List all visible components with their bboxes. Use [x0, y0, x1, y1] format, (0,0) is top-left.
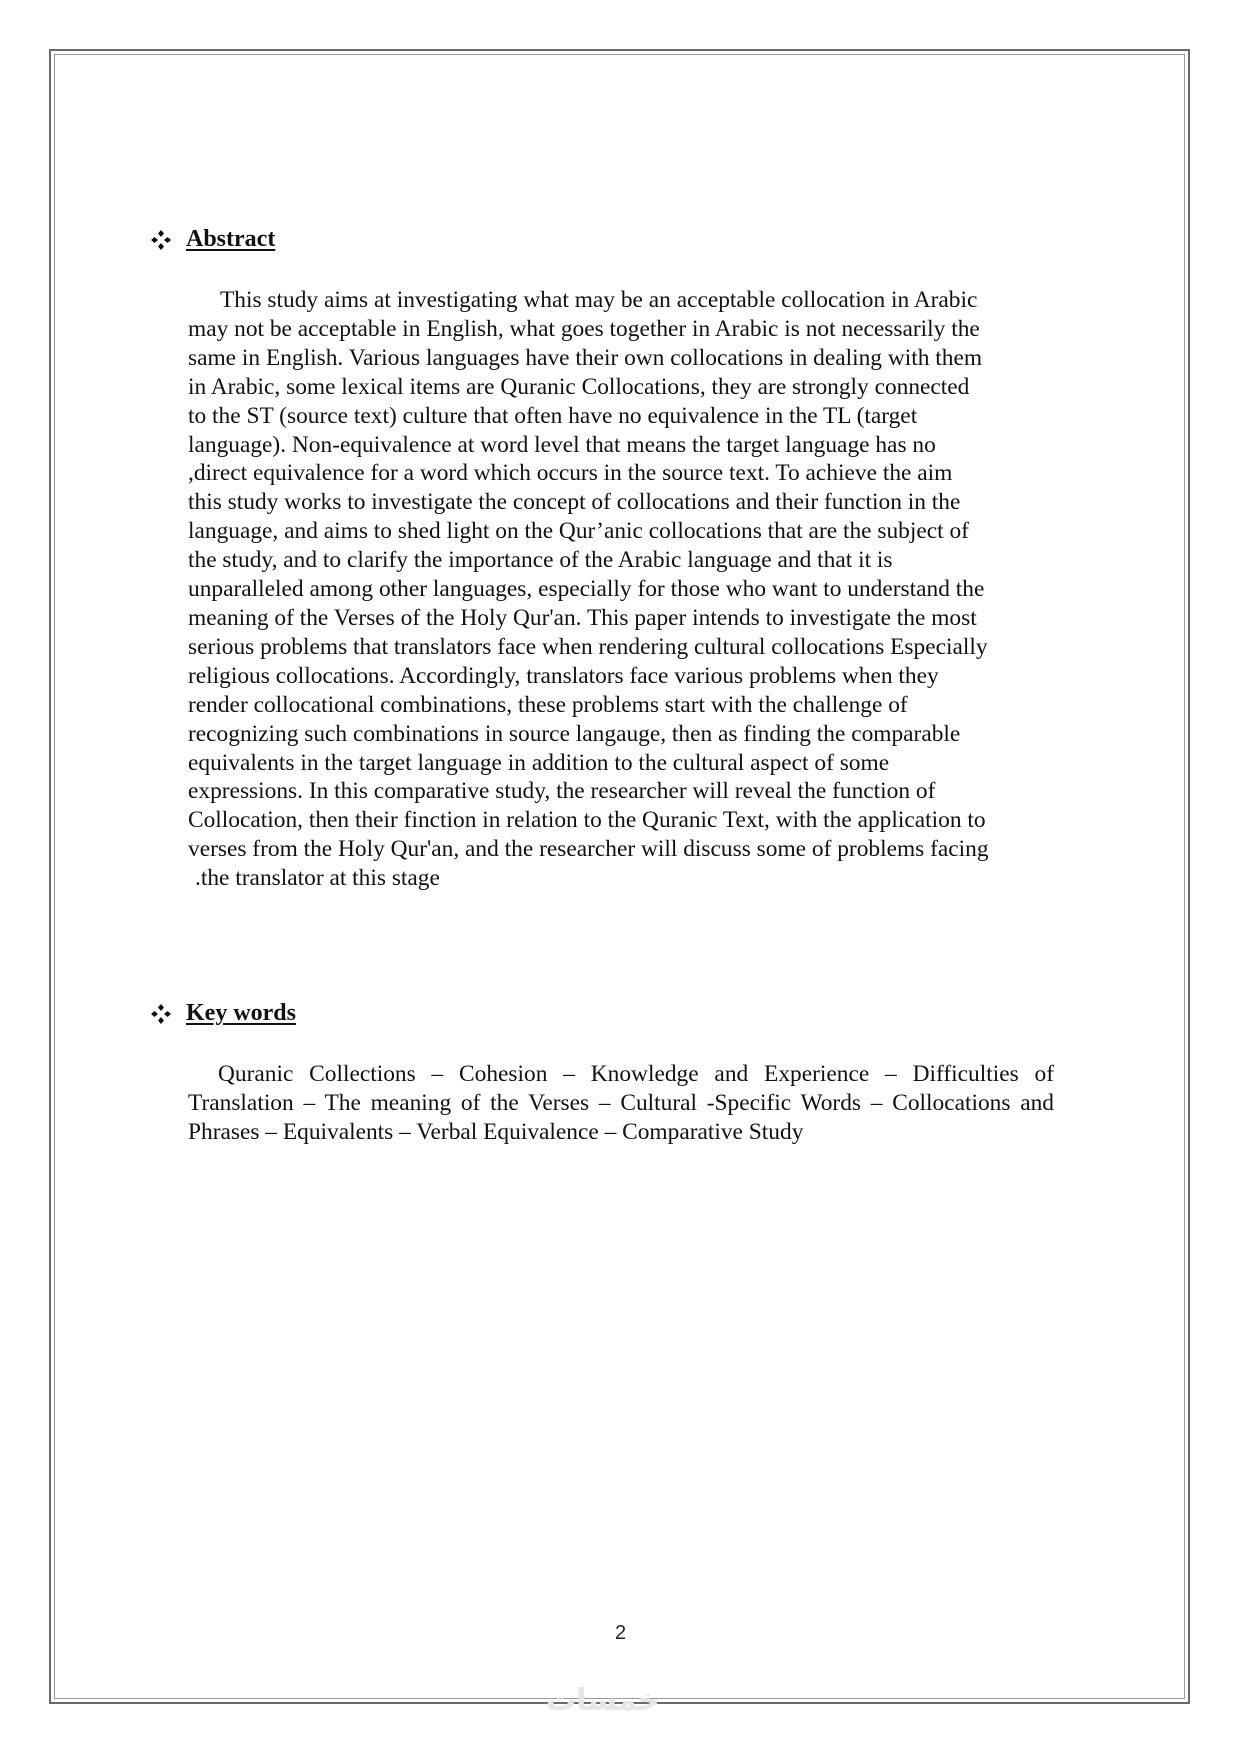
keywords-body: Quranic Collections – Cohesion – Knowledge and Experience – Difficulties of Translation – The meaning of the Verses – Cultural -Specific Words – Collocations and Phrases – Equivalents – Verbal Equivalence – Comparative Study [188, 1061, 1054, 1145]
abstract-line: in Arabic, some lexical items are Quranic Collocations, they are strongly connected [188, 373, 970, 400]
four-diamond-bullet-icon [150, 1003, 172, 1025]
abstract-heading [150, 226, 275, 253]
keywords-heading [150, 1000, 296, 1027]
abstract-heading-text: Abstract [186, 226, 276, 252]
abstract-line: same in English. Various languages have their own collocations in dealing with them [188, 344, 983, 371]
abstract-line: verses from the Holy Qur'an, and the researcher will discuss some of problems facing [188, 836, 989, 863]
abstract-line: recognizing such combinations in source langauge, then as finding the comparable [188, 720, 961, 747]
abstract-line: Collocation, then their finction in relation to the Quranic Text, with the application to [188, 807, 986, 834]
abstract-line: meaning of the Verses of the Holy Qur'an. This paper intends to investigate the most [188, 604, 977, 631]
abstract-line: unparalleled among other languages, especially for those who want to understand the [188, 576, 985, 603]
abstract-line: to the ST (source text) culture that often have no equivalence in the TL (target [188, 402, 918, 429]
abstract-line: may not be acceptable in English, what goes together in Arabic is not necessarily the [188, 315, 980, 342]
abstract-line: language, and aims to shed light on the Qur’anic collocations that are the subject of [188, 518, 969, 545]
abstract-line: language). Non-equivalence at word level that means the target language has no [188, 431, 936, 458]
abstract-line: this study works to investigate the concept of collocations and their function in the [188, 489, 961, 516]
page-number: 2 [614, 1622, 627, 1644]
watermark-logo: خمسات [546, 1683, 660, 1718]
abstract-line: This study aims at investigating what may be an acceptable collocation in Arabic [220, 287, 978, 313]
abstract-line: .the translator at this stage [195, 865, 440, 892]
abstract-line: render collocational combinations, these problems start with the challenge of [188, 691, 908, 718]
abstract-line: ,direct equivalence for a word which occurs in the source text. To achieve the aim [188, 460, 953, 487]
abstract-body [188, 286, 1058, 893]
four-diamond-bullet-icon [150, 229, 172, 251]
abstract-line: religious collocations. Accordingly, translators face various problems when they [188, 662, 939, 689]
abstract-line: serious problems that translators face when rendering cultural collocations Especially [188, 633, 988, 660]
abstract-line: equivalents in the target language in addition to the cultural aspect of some [188, 749, 890, 776]
keywords-heading-text: Key words [186, 1000, 296, 1026]
abstract-line: expressions. In this comparative study, the researcher will reveal the function of [188, 778, 936, 805]
abstract-line: the study, and to clarify the importance of the Arabic language and that it is [188, 547, 893, 574]
